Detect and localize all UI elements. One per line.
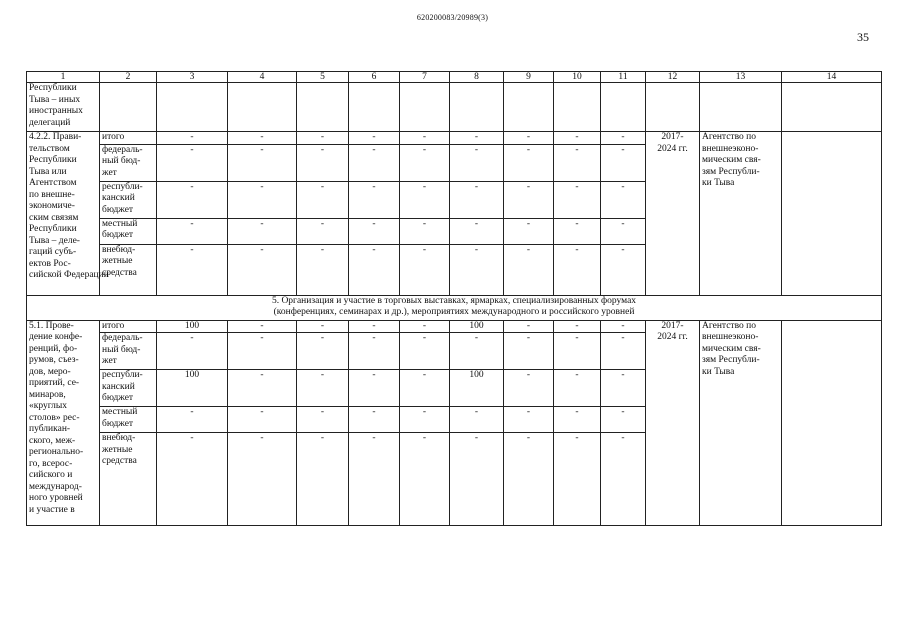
amount-cell: - [297, 320, 349, 333]
activity-name-line: ренций, фо- [29, 343, 78, 354]
amount-cell: - [228, 370, 297, 407]
amount-cell: - [554, 407, 601, 433]
amount-cell: - [400, 370, 450, 407]
amount-cell: - [297, 370, 349, 407]
section-title-line: (конференциях, семинарах и др.), мероприятиях международного и российского уровней [273, 306, 635, 317]
funding-source-extrabudgetary-line: средства [102, 267, 137, 278]
continuation-name-line: иностранных [29, 106, 83, 116]
funding-source-federal-budget-line: ный бюд- [102, 156, 141, 166]
funding-source-local-budget [100, 407, 157, 433]
continuation-name-line: делегаций [29, 117, 71, 128]
activity-name-line: гаций субъ- [29, 247, 77, 257]
amount-cell: - [349, 244, 400, 295]
amount-cell: - [228, 132, 297, 145]
amount-cell: - [400, 433, 450, 526]
continuation-name-line: Республики [29, 83, 77, 93]
amount-cell: - [297, 244, 349, 295]
activity-name-line: Республики [29, 155, 77, 165]
section-title-line: 5. Организация и участие в торговых выставках, ярмарках, специализированных форумах [271, 295, 637, 306]
funding-source-extrabudgetary-line: средства [102, 456, 137, 466]
continuation-row [27, 83, 882, 132]
funding-source-republic-budget-line: бюджет [102, 393, 134, 403]
amount-cell: - [400, 407, 450, 433]
column-header: 7 [400, 72, 450, 83]
empty-cell [100, 83, 157, 132]
empty-cell [782, 132, 882, 296]
activity-name-line: минаров, [29, 389, 66, 400]
empty-cell [782, 320, 882, 526]
activity-name-line: ектов Рос- [29, 258, 71, 269]
activity-name-line: дение конфе- [29, 332, 83, 342]
funding-source-republic-budget-line: бюджет [102, 204, 134, 215]
amount-cell: - [157, 218, 228, 244]
amount-cell: - [450, 132, 504, 145]
activity-name-line: ского, меж- [29, 435, 76, 446]
activity-name-line: го, всерос- [29, 458, 73, 469]
empty-cell [782, 83, 882, 132]
activity-name-line: 5.1. Прове- [29, 320, 74, 331]
amount-cell: - [400, 132, 450, 145]
amount-cell: - [450, 218, 504, 244]
executor-line: ки Тыва [702, 366, 735, 377]
funding-source-local-budget-line: бюджет [102, 418, 134, 429]
funding-source-federal-budget-line: ный бюд- [102, 344, 141, 355]
column-header: 1 [27, 72, 100, 83]
amount-cell: - [349, 181, 400, 218]
amount-cell: - [297, 333, 349, 370]
executor-line: зям Республи- [702, 166, 760, 177]
amount-cell: - [157, 407, 228, 433]
column-header: 14 [782, 72, 882, 83]
activity-name-line: сийской Федерации [29, 270, 109, 280]
amount-cell: - [601, 320, 646, 333]
column-header: 5 [297, 72, 349, 83]
empty-cell [504, 83, 554, 132]
amount-cell: - [504, 333, 554, 370]
executor-line: внешнеэконо- [702, 143, 759, 154]
column-header: 11 [601, 72, 646, 83]
amount-cell: - [554, 370, 601, 407]
amount-cell: - [554, 218, 601, 244]
amount-cell: - [554, 433, 601, 526]
column-header: 9 [504, 72, 554, 83]
amount-cell: - [228, 433, 297, 526]
amount-cell: - [349, 320, 400, 333]
amount-cell: 100 [450, 370, 504, 407]
amount-cell: - [297, 181, 349, 218]
amount-cell: - [297, 407, 349, 433]
amount-cell: - [297, 433, 349, 526]
funding-source-federal-budget-line: жет [102, 167, 117, 178]
amount-cell: - [601, 333, 646, 370]
amount-cell: - [349, 218, 400, 244]
amount-cell: - [504, 370, 554, 407]
empty-cell [297, 83, 349, 132]
funding-source-local-budget-line: местный [102, 407, 138, 417]
funding-source-federal-budget-line: жет [102, 356, 117, 366]
table-row [27, 320, 882, 333]
amount-cell: - [349, 333, 400, 370]
activity-name-line: дов, меро- [29, 366, 71, 377]
activity-name [27, 132, 109, 296]
column-header: 10 [554, 72, 601, 83]
column-header: 12 [646, 72, 700, 83]
amount-cell: - [450, 144, 504, 181]
funding-source-total [100, 320, 157, 333]
executor [700, 132, 782, 296]
empty-cell [554, 83, 601, 132]
activity-name-line: приятий, се- [29, 378, 80, 388]
funding-source-republic-budget [100, 370, 157, 407]
period-line: 2017- [661, 320, 684, 331]
amount-cell: - [228, 333, 297, 370]
amount-cell: - [400, 244, 450, 295]
amount-cell: - [228, 407, 297, 433]
period [646, 320, 700, 526]
column-header-row [27, 72, 882, 83]
column-header: 3 [157, 72, 228, 83]
executor-line: Агентство по [702, 132, 756, 142]
period-line: 2017- [661, 132, 684, 142]
amount-cell: - [450, 433, 504, 526]
activity-name-line: публикан- [29, 424, 71, 434]
amount-cell: - [228, 181, 297, 218]
amount-cell: - [601, 218, 646, 244]
amount-cell: - [504, 244, 554, 295]
amount-cell: - [504, 407, 554, 433]
empty-cell [700, 83, 782, 132]
period-line: 2024 гг. [657, 332, 688, 342]
amount-cell: - [601, 370, 646, 407]
activity-name-line: 4.2.2. Прави- [29, 132, 82, 142]
column-header: 2 [100, 72, 157, 83]
amount-cell: - [297, 218, 349, 244]
funding-source-federal-budget [100, 333, 157, 370]
amount-cell: - [504, 132, 554, 145]
activity-name-line: ного уровней [29, 493, 83, 503]
section-title [27, 295, 882, 320]
amount-cell: - [554, 144, 601, 181]
empty-cell [646, 83, 700, 132]
amount-cell: - [400, 320, 450, 333]
page-number: 35 [857, 30, 869, 44]
amount-cell: - [450, 181, 504, 218]
continuation-name-line: Тыва – иных [29, 94, 81, 105]
amount-cell: - [504, 218, 554, 244]
column-header: 8 [450, 72, 504, 83]
amount-cell: - [504, 144, 554, 181]
funding-source-republic-budget-line: канский [102, 381, 135, 392]
funding-source-total-line: итого [102, 320, 125, 331]
activity-name [27, 320, 100, 526]
activity-name-line: Тыва – деле- [29, 235, 80, 246]
amount-cell: - [157, 333, 228, 370]
amount-cell: - [157, 244, 228, 295]
budget-table [26, 71, 882, 526]
activity-name-line: Агентством [29, 178, 77, 188]
activity-name-line: столов» рес- [29, 412, 80, 423]
period-line: 2024 гг. [657, 143, 688, 154]
column-header: 6 [349, 72, 400, 83]
funding-source-extrabudgetary-line: жетные [102, 256, 133, 266]
amount-cell: - [157, 433, 228, 526]
activity-name-line: тельством [29, 143, 70, 154]
funding-source-extrabudgetary-line: внебюд- [102, 244, 136, 255]
executor [700, 320, 782, 526]
executor-line: Агентство по [702, 320, 756, 331]
activity-name-line: регионально- [29, 447, 84, 457]
funding-source-local-budget [100, 218, 157, 244]
empty-cell [157, 83, 228, 132]
executor-line: мическим свя- [702, 155, 761, 165]
document-id: 620200083/20989(3) [416, 13, 489, 22]
amount-cell: - [601, 144, 646, 181]
executor-line: внешнеэконо- [702, 332, 759, 342]
amount-cell: - [601, 132, 646, 145]
amount-cell: - [504, 320, 554, 333]
executor-line: зям Республи- [702, 355, 760, 365]
activity-name-line: «круглых [29, 401, 68, 411]
amount-cell: - [297, 132, 349, 145]
amount-cell: - [228, 218, 297, 244]
activity-name-line: Республики [29, 224, 77, 234]
amount-cell: - [297, 144, 349, 181]
funding-source-federal-budget [100, 144, 157, 181]
amount-cell: - [554, 320, 601, 333]
activity-name-line: Тыва или [29, 166, 67, 177]
amount-cell: - [157, 144, 228, 181]
empty-cell [450, 83, 504, 132]
amount-cell: - [601, 407, 646, 433]
amount-cell: - [601, 433, 646, 526]
amount-cell: - [400, 144, 450, 181]
column-header: 13 [700, 72, 782, 83]
amount-cell: 100 [157, 370, 228, 407]
amount-cell: - [349, 433, 400, 526]
funding-source-federal-budget-line: федераль- [102, 144, 143, 155]
funding-source-republic-budget-line: республи- [102, 181, 143, 192]
empty-cell [349, 83, 400, 132]
activity-name-line: экономиче- [29, 201, 75, 211]
funding-source-local-budget-line: местный [102, 218, 138, 229]
funding-source-federal-budget-line: федераль- [102, 333, 143, 343]
period [646, 132, 700, 296]
funding-source-republic-budget-line: канский [102, 193, 135, 203]
amount-cell: - [601, 244, 646, 295]
funding-source-total-line: итого [102, 132, 125, 142]
amount-cell: - [554, 333, 601, 370]
activity-name-line: и участие в [29, 504, 75, 515]
amount-cell: - [349, 132, 400, 145]
amount-cell: - [504, 433, 554, 526]
table-body [27, 72, 882, 526]
amount-cell: - [349, 407, 400, 433]
amount-cell: - [157, 181, 228, 218]
amount-cell: - [601, 181, 646, 218]
funding-source-local-budget-line: бюджет [102, 230, 134, 240]
table-row [27, 132, 882, 145]
amount-cell: - [349, 370, 400, 407]
amount-cell: - [400, 333, 450, 370]
executor-line: ки Тыва [702, 178, 735, 188]
funding-source-extrabudgetary [100, 433, 157, 526]
funding-source-republic-budget-line: республи- [102, 370, 143, 380]
amount-cell: - [228, 244, 297, 295]
funding-source-total [100, 132, 157, 145]
funding-source-extrabudgetary-line: жетные [102, 444, 133, 455]
activity-name-line: румов, съез- [29, 355, 79, 365]
amount-cell: - [157, 132, 228, 145]
amount-cell: 100 [157, 320, 228, 333]
amount-cell: - [504, 181, 554, 218]
activity-name-line: международ- [29, 481, 82, 492]
amount-cell: - [400, 181, 450, 218]
funding-source-extrabudgetary-line: внебюд- [102, 433, 136, 443]
amount-cell: - [450, 333, 504, 370]
empty-cell [228, 83, 297, 132]
section-row [27, 295, 882, 320]
funding-source-republic-budget [100, 181, 157, 218]
amount-cell: - [554, 244, 601, 295]
activity-name-line: ским связям [29, 212, 79, 223]
funding-source-extrabudgetary [100, 244, 157, 295]
activity-name-line: сийского и [29, 470, 73, 480]
amount-cell: - [450, 407, 504, 433]
amount-cell: 100 [450, 320, 504, 333]
amount-cell: - [554, 181, 601, 218]
empty-cell [400, 83, 450, 132]
amount-cell: - [228, 320, 297, 333]
amount-cell: - [554, 132, 601, 145]
amount-cell: - [228, 144, 297, 181]
amount-cell: - [400, 218, 450, 244]
activity-name-line: по внешне- [29, 189, 75, 200]
continuation-name [27, 83, 100, 132]
amount-cell: - [349, 144, 400, 181]
executor-line: мическим свя- [702, 343, 761, 354]
amount-cell: - [450, 244, 504, 295]
empty-cell [601, 83, 646, 132]
column-header: 4 [228, 72, 297, 83]
